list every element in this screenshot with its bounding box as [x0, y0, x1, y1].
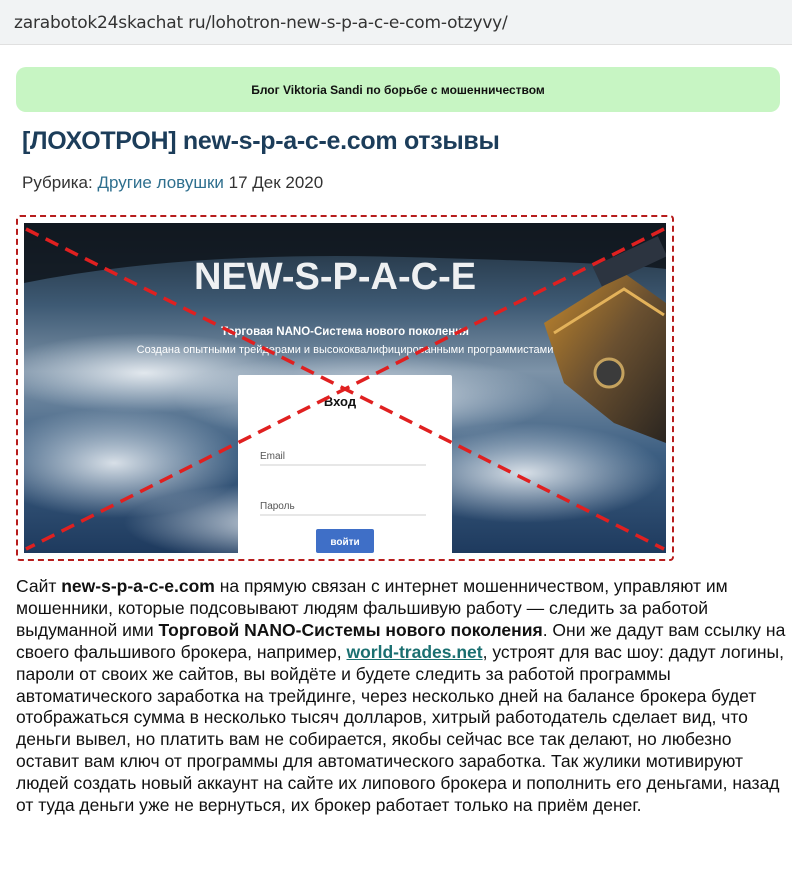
screenshot-image [24, 223, 666, 553]
login-form [238, 375, 452, 553]
page [0, 45, 792, 889]
site-brand: NEW-S-P-A-C-E [194, 256, 477, 298]
email-input[interactable]: Email [260, 451, 286, 462]
page-title: [ЛОХОТРОН] new-s-p-a-c-e.com отзывы [22, 127, 500, 155]
category-prefix: Рубрика: [22, 173, 93, 192]
post-date: 17 Дек 2020 [228, 173, 324, 192]
blog-banner[interactable] [16, 67, 780, 112]
category-link[interactable]: Другие ловушки [97, 173, 224, 192]
url-text[interactable]: zarabotok24skachat ru/lohotron-new-s-p-a-c-e-com-otzyvy/ [14, 13, 508, 33]
article-text-part: , устроят для вас шоу: дадут логины, пароли от своих же сайтов, вы войдёте и будете следить за работой программы автоматического заработка на трейдинге, через несколько дней на балансе брокера будет отображаться сумма в несколько тысяч долларов, хитрый работодатель сделает вид, что деньги вывел, но платить вам не собирается, якобы сейчас все так делают, но любезно оставит вам ключ от программы для автоматического заработка. Так жулики мотивируют людей создать новый аккаунт на сайте их липового брокера и пополнить его деньгами, назад от туда деньги уже не вернуться, их брокер работает только на приём денег. [16, 641, 784, 816]
login-title: Вход [323, 394, 357, 409]
broker-link[interactable]: world-trades.net [346, 641, 483, 662]
site-tagline-2: Создана опытными трейдерами и высококвалифицированными программистами [136, 344, 554, 356]
site-tagline-1: Торговая NANO-Система нового поколения [221, 326, 469, 338]
banner-text: Блог Viktoria Sandi по борьбе с мошенничеством [251, 82, 545, 97]
post-meta [22, 173, 323, 193]
article-text-part: Сайт [16, 576, 62, 596]
article-text-part: . Они же дадут вам ссылку на своего фальшивого брокера, например, [16, 619, 786, 662]
article-text [16, 576, 786, 817]
site-name: new-s-p-a-c-e.com [61, 576, 215, 596]
article-text-part: на прямую связан с интернет мошенничеством, управляют им мошенники, которые подсовывают людям фальшивую работу — следить за работой выдуманной ими [16, 576, 728, 640]
password-input[interactable]: Пароль [260, 501, 295, 512]
login-button-label[interactable]: войти [330, 537, 360, 548]
scam-site-screenshot [24, 223, 666, 553]
browser-address-bar[interactable] [0, 0, 792, 45]
system-name: Торговой NANO-Системы нового поколения [158, 619, 543, 640]
